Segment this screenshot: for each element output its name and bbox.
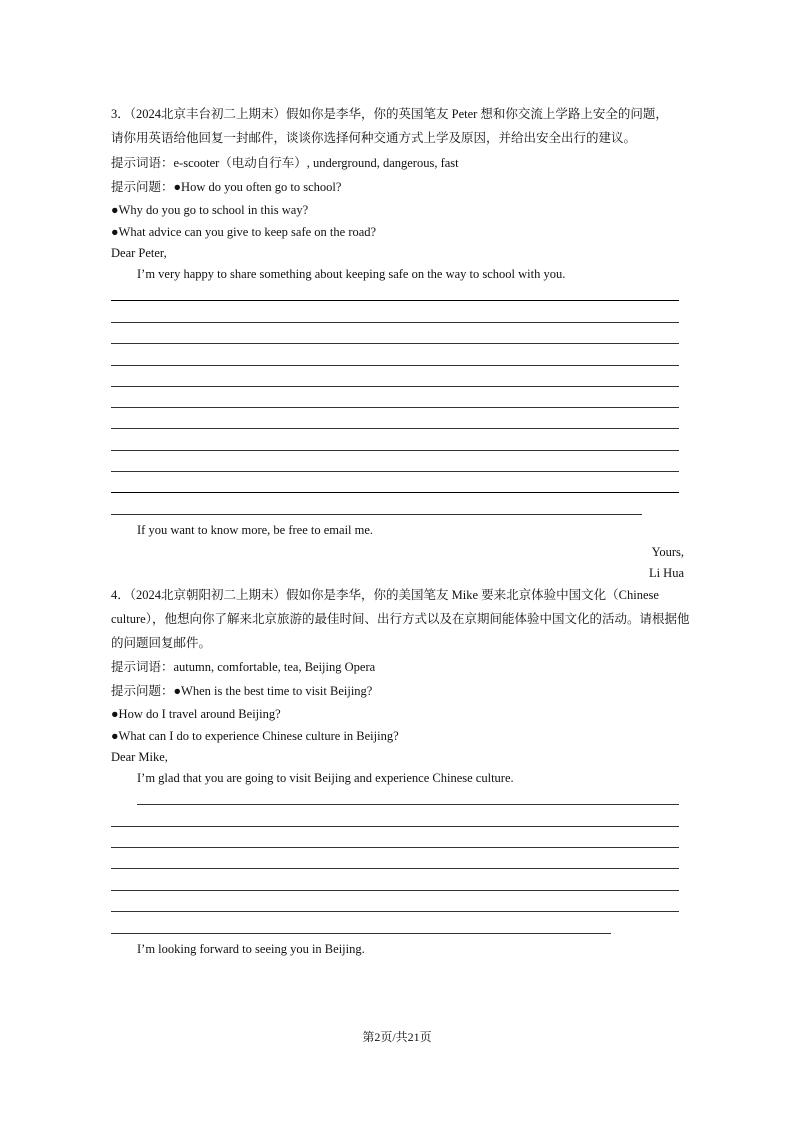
q4-prompt-line-3: 的问题回复邮件。 <box>111 636 212 650</box>
q3-hint-question-2: ●Why do you go to school in this way? <box>111 203 309 217</box>
writing-line <box>111 868 679 869</box>
writing-line <box>111 428 679 429</box>
q3-hint-words: 提示词语：e-scooter（电动自行车）, underground, dangerous, fast <box>111 156 459 170</box>
writing-line <box>111 386 679 387</box>
q3-signoff: Yours, <box>651 545 684 559</box>
writing-line <box>111 514 642 515</box>
q4-hint-question-1: 提示问题：●When is the best time to visit Beijing? <box>111 684 373 698</box>
q3-hint-question-1: 提示问题：●How do you often go to school? <box>111 180 342 194</box>
q3-greeting: Dear Peter, <box>111 246 167 260</box>
writing-line <box>111 450 679 451</box>
writing-line <box>111 911 679 912</box>
q3-prompt-line-1: 3．（2024北京丰台初二上期末）假如你是李华，你的英国笔友 Peter 想和你交流上学路上安全的问题， <box>111 107 668 121</box>
writing-line <box>111 933 611 934</box>
writing-line <box>111 343 679 344</box>
writing-line <box>137 804 679 805</box>
q4-hint-words: 提示词语：autumn, comfortable, tea, Beijing Opera <box>111 660 376 674</box>
writing-line <box>111 847 679 848</box>
writing-line <box>111 890 679 891</box>
writing-line <box>111 365 679 366</box>
q4-hint-question-2: ●How do I travel around Beijing? <box>111 707 281 721</box>
writing-line <box>111 471 679 472</box>
q3-closing-sentence: If you want to know more, be free to email me. <box>137 523 374 537</box>
q4-closing-sentence: I’m looking forward to seeing you in Beijing. <box>137 942 365 956</box>
writing-line <box>111 407 679 408</box>
q3-hint-question-3: ●What advice can you give to keep safe on the road? <box>111 225 377 239</box>
writing-line <box>111 300 679 301</box>
q4-hint-question-3: ●What can I do to experience Chinese culture in Beijing? <box>111 729 399 743</box>
q3-signature: Li Hua <box>648 566 684 580</box>
q3-opening-sentence: I’m very happy to share something about keeping safe on the way to school with you. <box>137 267 566 281</box>
page-number-footer: 第2页/共21页 <box>362 1030 432 1044</box>
q4-greeting: Dear Mike, <box>111 750 168 764</box>
q4-opening-sentence: I’m glad that you are going to visit Beijing and experience Chinese culture. <box>137 771 514 785</box>
writing-line <box>111 492 679 493</box>
writing-line <box>111 322 679 323</box>
q4-prompt-line-1: 4．（2024北京朝阳初二上期末）假如你是李华，你的美国笔友 Mike 要来北京体验中国文化（Chinese <box>111 588 659 602</box>
writing-line <box>111 826 679 827</box>
q3-prompt-line-2: 请你用英语给他回复一封邮件，谈谈你选择何种交通方式上学及原因，并给出安全出行的建议。 <box>111 131 637 145</box>
q4-prompt-line-2: culture），他想向你了解来北京旅游的最佳时间、出行方式以及在京期间能体验中国文化的活动。请根据他 <box>111 612 690 626</box>
